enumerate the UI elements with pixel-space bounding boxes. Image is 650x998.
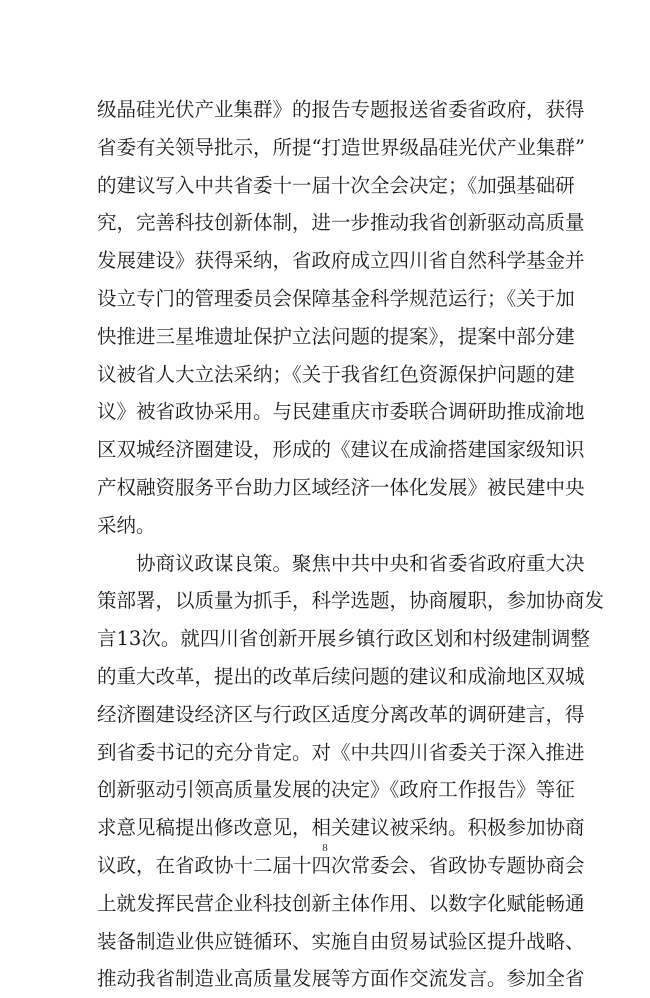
text-line: 策部署，以质量为抓手，科学选题，协商履职，参加协商发 [97,589,605,613]
text-line: 议被省人大立法采纳；《关于我省红色资源保护问题的建 [97,362,575,386]
text-line: 言13次。就四川省创新开展乡镇行政区划和村级建制调整 [97,627,590,651]
text-line: 快推进三星堆遗址保护立法问题的提案》，提案中部分建 [97,324,575,348]
text-line: 究，完善科技创新体制，进一步推动我省创新驱动高质量 [97,211,585,235]
page-number: 8 [322,842,328,854]
text-line: 采纳。 [97,513,156,537]
text-line: 的建议写入中共省委十一届十次全会决定；《加强基础研 [97,173,575,197]
body-text [97,91,605,998]
text-line: 求意见稿提出修改意见，相关建议被采纳。积极参加协商 [97,816,585,840]
text-line: 创新驱动引领高质量发展的决定》《政府工作报告》等征 [97,778,575,802]
text-line: 上就发挥民营企业科技创新主体作用、以数字化赋能畅通 [97,891,585,915]
text-line: 议政，在省政协十二届十四次常委会、省政协专题协商会 [97,853,585,877]
text-line: 的重大改革，提出的改革后续问题的建议和成渝地区双城 [97,664,585,688]
text-line: 发展建设》获得采纳，省政府成立四川省自然科学基金并 [97,249,585,273]
text-line: 设立专门的管理委员会保障基金科学规范运行；《关于加 [97,286,575,310]
text-line: 议》被省政协采用。与民建重庆市委联合调研助推成渝地 [97,400,585,424]
paragraph-heading-line: 协商议政谋良策。聚焦中共中央和省委省政府重大决 [136,551,585,575]
text-line: 经济圈建设经济区与行政区适度分离改革的调研建言，得 [97,702,585,726]
text-line: 级晶硅光伏产业集群》的报告专题报送省委省政府，获得 [97,98,585,121]
text-line: 产权融资服务平台助力区域经济一体化发展》被民建中央 [97,475,585,499]
text-line: 区双城经济圈建设，形成的《建议在成渝搭建国家级知识 [97,438,585,462]
text-line: 到省委书记的充分肯定。对《中共四川省委关于深入推进 [97,740,585,764]
text-line: 推动我省制造业高质量发展等方面作交流发言。参加全省 [97,967,585,991]
text-line: 省委有关领导批示，所提“打造世界级晶硅光伏产业集群” [97,135,585,159]
text-line: 装备制造业供应链循环、实施自由贸易试验区提升战略、 [97,929,585,953]
